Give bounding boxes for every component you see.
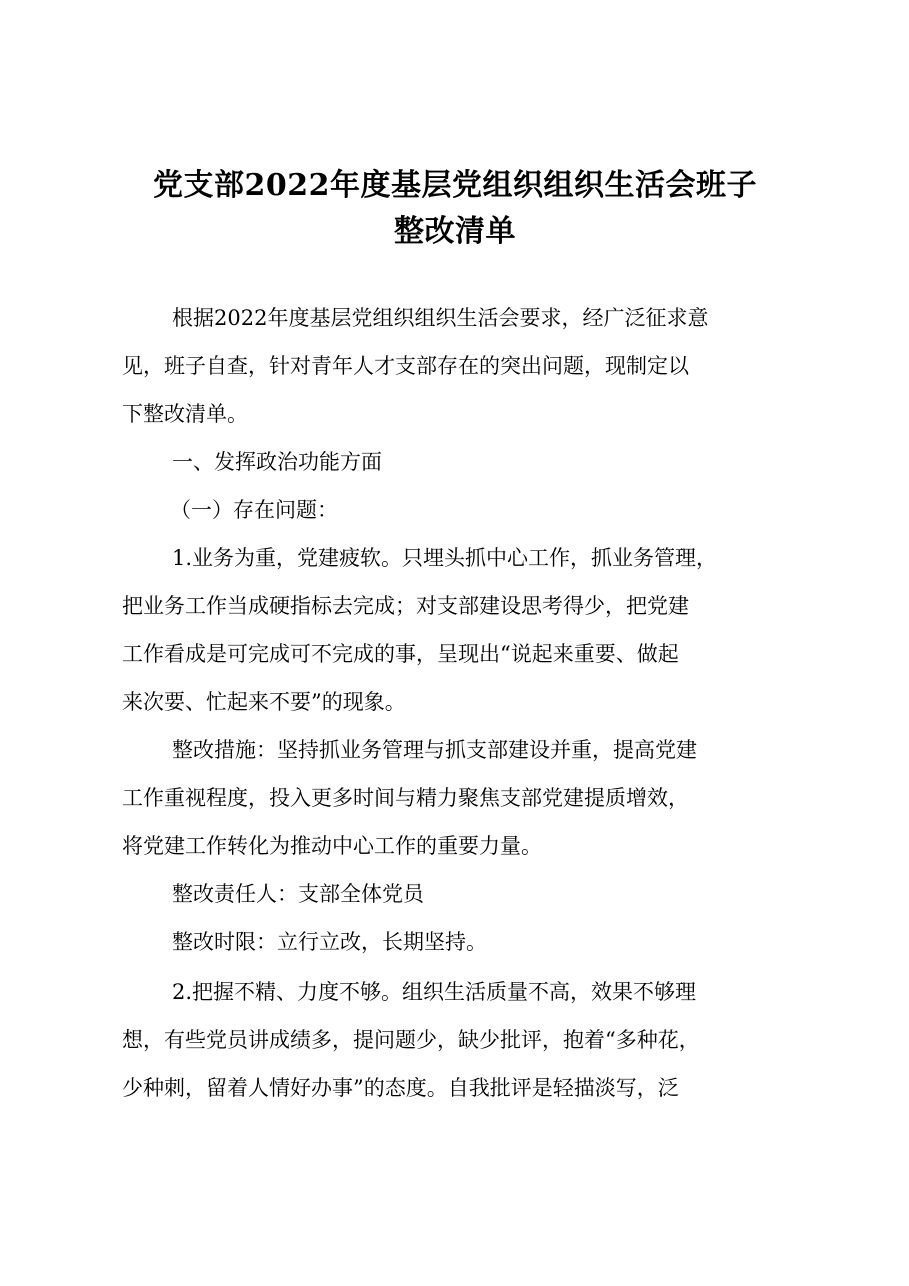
- paragraph-line: 将党建工作转化为推动中心工作的重要力量。: [122, 834, 542, 858]
- paragraph-deadline-1: [122, 918, 790, 966]
- paragraph-line: 根据2022年度基层党组织组织生活会要求，经广泛征求意: [172, 306, 709, 330]
- paragraph-responsible-1: [122, 870, 790, 918]
- document-title-line-2: 整改清单: [394, 214, 516, 249]
- section-heading: [122, 438, 790, 486]
- paragraph-line: （一）存在问题：: [170, 498, 338, 522]
- paragraph-measures-1: [122, 726, 790, 870]
- paragraph-line: 下整改清单。: [122, 402, 248, 426]
- paragraph-line: 想，有些党员讲成绩多，提问题少，缺少批评，抱着“多种花，: [122, 1028, 700, 1052]
- paragraph-intro: [122, 294, 790, 438]
- paragraph-line: 工作重视程度，投入更多时间与精力聚焦支部党建提质增效，: [122, 786, 689, 810]
- paragraph-line: 把业务工作当成硬指标去完成；对支部建设思考得少，把党建: [122, 594, 689, 618]
- paragraph-problem-2: [122, 968, 790, 1112]
- paragraph-line: 一、发挥政治功能方面: [172, 450, 382, 474]
- paragraph-line: 整改责任人：支部全体党员: [172, 882, 424, 906]
- paragraph-line: 来次要、忙起来不要”的现象。: [122, 690, 406, 714]
- paragraph-line: 1.业务为重，党建疲软。只埋头抓中心工作，抓业务管理，: [172, 546, 718, 570]
- subsection-heading: [122, 486, 790, 534]
- paragraph-problem-1: [122, 534, 790, 726]
- paragraph-line: 见，班子自查，针对青年人才支部存在的突出问题，现制定以: [122, 354, 689, 378]
- paragraph-line: 整改时限：立行立改，长期坚持。: [172, 930, 487, 954]
- paragraph-line: 工作看成是可完成可不完成的事，呈现出“说起来重要、做起: [122, 642, 679, 666]
- paragraph-line: 少种刺，留着人情好办事”的态度。自我批评是轻描淡写，泛: [122, 1076, 679, 1100]
- paragraph-line: 整改措施：坚持抓业务管理与抓支部建设并重，提高党建: [172, 738, 697, 762]
- paragraph-line: 2.把握不精、力度不够。组织生活质量不高，效果不够理: [172, 980, 697, 1004]
- document-title-line-1: 党支部2022年度基层党组织组织生活会班子: [153, 168, 757, 203]
